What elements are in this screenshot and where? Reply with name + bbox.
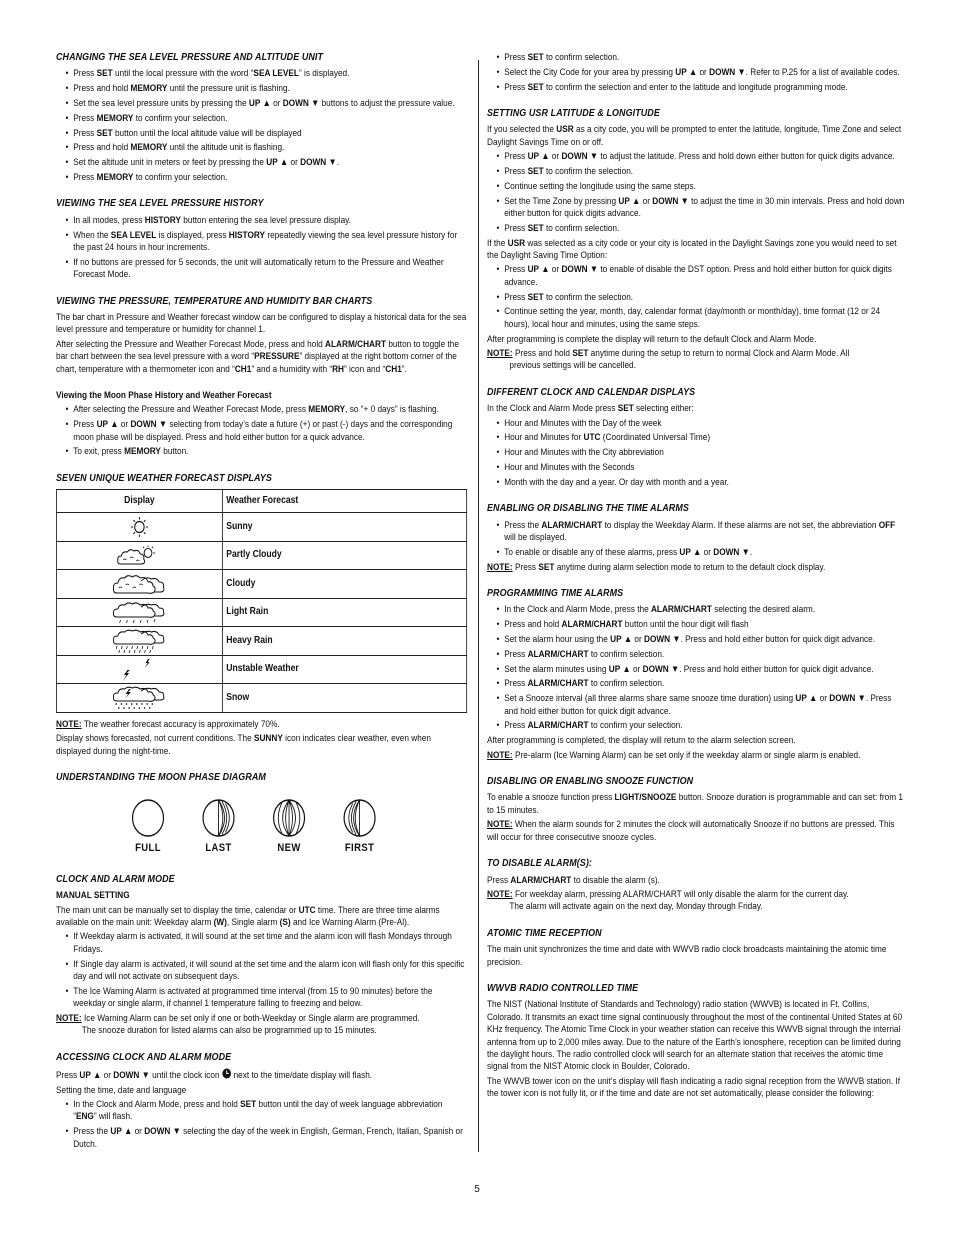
note-label: NOTE: bbox=[487, 749, 513, 761]
forecast-label: Sunny bbox=[222, 513, 466, 542]
list-item: • Set the altitude unit in meters or feet by pressing the UP ▲ or DOWN ▼. bbox=[56, 157, 467, 169]
snow-icon bbox=[112, 686, 167, 710]
history-section bbox=[56, 198, 467, 281]
sunny-icon bbox=[122, 516, 156, 538]
clock-icon bbox=[222, 1068, 231, 1079]
list-item: • Continue setting the year, month, day, calendar format (day/month or month/day), time format (12 or 24 hours), local hour and minutes, using the same steps. bbox=[487, 306, 907, 331]
sea-level-heading: CHANGING THE SEA LEVEL PRESSURE AND ALTITUDE UNIT bbox=[56, 52, 324, 63]
list-item: • Month with the day and a year. Or day with month and a year. bbox=[487, 477, 907, 489]
page-number: 5 bbox=[474, 1184, 480, 1195]
note-text: Press SET anytime during alarm selection mode to return to the default clock display. bbox=[512, 561, 826, 573]
moon-new bbox=[254, 798, 325, 855]
cloudy-icon bbox=[112, 573, 167, 595]
enabling-section bbox=[487, 503, 907, 574]
displays-section bbox=[487, 387, 907, 489]
clock-alarm-section bbox=[56, 874, 467, 1038]
moon-first bbox=[324, 798, 395, 855]
snooze-paragraph: To enable a snooze function press LIGHT/SNOOZE button. Snooze duration is programmable and can set: from 1 to 15 minutes. bbox=[487, 792, 903, 816]
list-item: • In all modes, press HISTORY button entering the sea level pressure display. bbox=[56, 215, 467, 227]
accessing-text-a: Press UP ▲ or DOWN ▼ until the clock icon bbox=[56, 1070, 220, 1082]
usr-note bbox=[487, 348, 907, 373]
list-item: • Set a Snooze interval (all three alarms share same snooze time duration) using UP ▲ or DOWN ▼. Press and hold either button for quick digit advance. bbox=[487, 693, 907, 718]
forecast-row bbox=[56, 513, 466, 542]
list-item: • Select the City Code for your area by pressing UP ▲ or DOWN ▼. Refer to P.25 for a list of available codes. bbox=[487, 67, 907, 79]
clock-alarm-list bbox=[56, 931, 467, 1010]
moon-history-heading: Viewing the Moon Phase History and Weather Forecast bbox=[56, 390, 272, 402]
list-item: • Hour and Minutes with the City abbreviation bbox=[487, 447, 907, 459]
list-item: • To exit, press MEMORY button. bbox=[56, 446, 467, 458]
bar-charts-heading: VIEWING THE PRESSURE, TEMPERATURE AND HUMIDITY BAR CHARTS bbox=[56, 295, 373, 307]
forecast-row bbox=[56, 655, 466, 684]
full-moon-icon bbox=[131, 798, 165, 838]
list-item: • Press SET to confirm the selection. bbox=[487, 292, 907, 304]
col-display-header: Display bbox=[56, 490, 222, 513]
clock-alarm-heading: CLOCK AND ALARM MODE bbox=[56, 873, 175, 885]
list-item: • Press ALARM/CHART to confirm selection. bbox=[487, 649, 907, 661]
forecast-table bbox=[56, 489, 467, 713]
note-text: Pre-alarm (Ice Warning Alarm) can be set only if the weekday alarm or single alarm is enabled. bbox=[512, 749, 861, 761]
note-text: When the alarm sounds for 2 minutes the clock will automatically Snooze if no buttons are pressed. This will occur for three consecutive snooze cycles. bbox=[487, 819, 895, 843]
last-quarter-moon-icon bbox=[201, 798, 235, 838]
forecast-row bbox=[56, 570, 466, 599]
list-item: • Press ALARM/CHART to confirm selection. bbox=[487, 678, 907, 690]
displays-heading: DIFFERENT CLOCK AND CALENDAR DISPLAYS bbox=[487, 386, 696, 398]
accessing-text-b: next to the time/date display will flash. bbox=[233, 1070, 373, 1082]
list-item: • Set the sea level pressure units by pressing the UP ▲ or DOWN ▼ buttons to adjust the pressure value. bbox=[56, 98, 467, 110]
usr-paragraph-2: If the USR was selected as a city code or your city is located in the Daylight Savings zone you would need to set the Daylight Saving Time Option: bbox=[487, 237, 897, 262]
list-item: • Press the UP ▲ or DOWN ▼ selecting the day of the week in English, German, French, Italian, Spanish or Dutch. bbox=[56, 1126, 467, 1151]
bar-charts-section bbox=[56, 296, 467, 376]
forecast-note bbox=[56, 719, 467, 731]
clock-alarm-note bbox=[56, 1013, 467, 1038]
list-item: • To enable or disable any of these alarms, press UP ▲ or DOWN ▼. bbox=[487, 547, 907, 559]
first-quarter-moon-icon bbox=[342, 798, 376, 838]
note-label: NOTE: bbox=[487, 348, 513, 360]
wwvb-heading: WWVB RADIO CONTROLLED TIME bbox=[487, 982, 639, 994]
forecast-after: Display shows forecasted, not current conditions. The SUNNY icon indicates clear weather, even when displayed during the night-time. bbox=[56, 733, 432, 757]
list-item: • If Weekday alarm is activated, it will sound at the set time and the alarm icon will flash Mondays through Fridays. bbox=[56, 931, 467, 956]
list-item: • Press SET to confirm selection. bbox=[487, 52, 907, 64]
programming-note bbox=[487, 750, 907, 762]
forecast-heading: SEVEN UNIQUE WEATHER FORECAST DISPLAYS bbox=[56, 472, 272, 484]
sea-level-list bbox=[56, 68, 467, 184]
moon-full bbox=[113, 798, 184, 855]
city-code-list bbox=[487, 52, 907, 94]
moon-phase-heading: UNDERSTANDING THE MOON PHASE DIAGRAM bbox=[56, 771, 266, 783]
moon-history-section bbox=[56, 390, 467, 459]
column-divider bbox=[478, 60, 479, 1152]
list-item: • Press SET to confirm the selection and enter to the latitude and longitude programming mode. bbox=[487, 82, 907, 94]
accessing-list bbox=[56, 1099, 467, 1151]
manual-setting-heading: MANUAL SETTING bbox=[56, 890, 130, 902]
forecast-row bbox=[56, 627, 466, 656]
accessing-subtitle: Setting the time, date and language bbox=[56, 1084, 187, 1096]
snooze-note bbox=[487, 819, 907, 844]
wwvb-paragraph-1: The NIST (National Institute of Standards and Technology) radio station (WWVB) is located in Ft. Collins, Colorado. It transmits an exact time signal continuously throughout the most of the continental United States at 60 KHz frequency. The Atomic Time Clock in your weather station can receive this WWVB signal through the internal antenna from up to 2,000 miles away. Due to the nature of the Earth’s ionosphere, reception can be limited during the daylight hours. The radio controlled clock will search for an alternate station that receives the atomic time signal from the NIST Atomic clock in Boulder, Colorado. bbox=[487, 999, 903, 1073]
moon-label: NEW bbox=[277, 842, 301, 855]
list-item: • Press MEMORY to confirm your selection. bbox=[56, 113, 467, 125]
list-item: • Press SET until the local pressure with the word “SEA LEVEL” is displayed. bbox=[56, 68, 467, 80]
usr-section bbox=[487, 108, 907, 373]
list-item: • In the Clock and Alarm Mode, press and hold SET button until the day of week language abbreviation “ENG” will flash. bbox=[56, 1099, 467, 1124]
note-label: NOTE: bbox=[487, 888, 513, 900]
list-item: • Set the alarm minutes using UP ▲ or DOWN ▼. Press and hold either button for quick digit advance. bbox=[487, 664, 907, 676]
list-item: • When the SEA LEVEL is displayed, press HISTORY repeatedly viewing the sea level pressure history for the past 24 hours in hour increments. bbox=[56, 230, 467, 255]
programming-section bbox=[487, 588, 907, 762]
accessing-heading: ACCESSING CLOCK AND ALARM MODE bbox=[56, 1051, 232, 1063]
note-label: NOTE: bbox=[56, 1013, 82, 1025]
forecast-label: Snow bbox=[222, 684, 466, 713]
note-text: The weather forecast accuracy is approximately 70%. bbox=[81, 718, 280, 730]
forecast-section bbox=[56, 473, 467, 758]
right-column bbox=[487, 52, 907, 1103]
moon-history-list bbox=[56, 404, 467, 458]
list-item: • Press and hold MEMORY until the pressure unit is flashing. bbox=[56, 83, 467, 95]
list-item: • Press UP ▲ or DOWN ▼ to enable of disable the DST option. Press and hold either button for quick digits advance. bbox=[487, 264, 907, 289]
list-item: • Hour and Minutes with the Seconds bbox=[487, 462, 907, 474]
list-item: • Press UP ▲ or DOWN ▼ to adjust the latitude. Press and hold down either button for quick digits advance. bbox=[487, 151, 907, 163]
accessing-section bbox=[56, 1052, 467, 1151]
heavy-rain-icon bbox=[112, 629, 167, 653]
moon-phase-diagram bbox=[113, 798, 467, 855]
forecast-table-header bbox=[56, 490, 466, 513]
list-item: • In the Clock and Alarm Mode, press the ALARM/CHART selecting the desired alarm. bbox=[487, 604, 907, 616]
disable-section bbox=[487, 858, 907, 914]
note-text: For weekday alarm, pressing ALARM/CHART will only disable the alarm for the current day. bbox=[512, 888, 849, 900]
city-code-continued bbox=[487, 52, 907, 94]
list-item: • Hour and Minutes for UTC (Coordinated Universal Time) bbox=[487, 432, 907, 444]
list-item: • Press ALARM/CHART to confirm your selection. bbox=[487, 720, 907, 732]
history-heading: VIEWING THE SEA LEVEL PRESSURE HISTORY bbox=[56, 198, 264, 210]
note-text-continued: The alarm will activate again on the next day, Monday through Friday. bbox=[509, 901, 763, 913]
list-item: • Hour and Minutes with the Day of the week bbox=[487, 418, 907, 430]
wwvb-paragraph-2: The WWVB tower icon on the unit’s display will flash indicating a radio signal reception from the WWVB station. If the tower icon is not fully lit, or if the time and date are not set automatically, please consider the following: bbox=[487, 1075, 901, 1100]
clock-alarm-paragraph: The main unit can be manually set to display the time, calendar or UTC time. There are three time alarms available on the main unit: Weekday alarm (W), Single alarm (S) and Ice Warning Alarm (Pre-Al). bbox=[56, 904, 440, 929]
snooze-section bbox=[487, 776, 907, 844]
left-column bbox=[56, 52, 467, 1153]
forecast-row bbox=[56, 598, 466, 627]
accessing-paragraph bbox=[56, 1068, 467, 1082]
list-item: • Press and hold ALARM/CHART button until the hour digit will flash bbox=[487, 619, 907, 631]
forecast-label: Unstable Weather bbox=[222, 655, 466, 684]
enabling-heading: ENABLING OR DISABLING THE TIME ALARMS bbox=[487, 503, 689, 515]
usr-list bbox=[487, 151, 907, 235]
note-text-continued: The snooze duration for listed alarms can also be programmed up to 15 minutes. bbox=[81, 1025, 377, 1037]
note-text: Press and hold SET anytime during the setup to return to normal Clock and Alarm Mode. All bbox=[512, 348, 850, 360]
moon-phase-section bbox=[56, 772, 467, 856]
sea-level-section bbox=[56, 52, 467, 184]
note-label: NOTE: bbox=[487, 819, 513, 831]
bar-charts-paragraph-1: The bar chart in Pressure and Weather forecast window can be configured to display a historical data for the sea level pressure and temperature or humidity for channel 1. bbox=[56, 312, 467, 336]
displays-paragraph: In the Clock and Alarm Mode press SET selecting either: bbox=[487, 403, 694, 415]
bar-charts-paragraph-2: After selecting the Pressure and Weather Forecast Mode, press and hold ALARM/CHART button to toggle the bar chart between the sea level pressure with a word “PRESSURE” displayed at the right bottom corner of the chart, temperature with a thermometer icon and “CH1” and a humidity with “RH” icon and “CH1”. bbox=[56, 338, 459, 375]
atomic-paragraph: The main unit synchronizes the time and date with WWVB radio clock broadcasts maintaining the atomic time precision. bbox=[487, 944, 887, 968]
disable-paragraph: Press ALARM/CHART to disable the alarm (s). bbox=[487, 874, 660, 886]
disable-note bbox=[487, 889, 907, 914]
list-item: • Set the alarm hour using the UP ▲ or DOWN ▼. Press and hold either button for quick digit advance. bbox=[487, 634, 907, 646]
note-text-continued: previous settings will be cancelled. bbox=[509, 360, 636, 372]
enabling-list bbox=[487, 520, 907, 560]
moon-label: FIRST bbox=[344, 842, 375, 855]
enabling-note bbox=[487, 562, 907, 574]
list-item: • Press and hold MEMORY until the altitude unit is flashing. bbox=[56, 142, 467, 154]
note-label: NOTE: bbox=[56, 718, 82, 730]
programming-heading: PROGRAMMING TIME ALARMS bbox=[487, 588, 624, 600]
list-item: • Press UP ▲ or DOWN ▼ selecting from today’s date a future (+) or past (-) days and the corresponding moon phase will be displayed. Press and hold either button for a quick advance. bbox=[56, 419, 467, 444]
list-item: • Press SET to confirm selection. bbox=[487, 223, 907, 235]
wwvb-section bbox=[487, 983, 907, 1101]
partly-cloudy-icon bbox=[115, 545, 163, 567]
usr-paragraph-1: If you selected the USR as a city code, you will be prompted to enter the latitude, longitude, Time Zone and select Daylight Savings Time on or off. bbox=[487, 124, 902, 148]
forecast-label: Partly Cloudy bbox=[222, 541, 466, 570]
list-item: • Continue setting the longitude using the same steps. bbox=[487, 181, 907, 193]
moon-label: LAST bbox=[205, 842, 232, 855]
list-item: • The Ice Warning Alarm is activated at programmed time interval (from 15 to 90 minutes) before the weekday or single alarm, if channel 1 temperature falling to freezing and below. bbox=[56, 986, 467, 1011]
list-item: • Press SET button until the local altitude value will be displayed bbox=[56, 128, 467, 140]
disable-heading: TO DISABLE ALARM(S): bbox=[487, 858, 592, 870]
list-item: • After selecting the Pressure and Weather Forecast Mode, press MEMORY, so “+ 0 days” is flashing. bbox=[56, 404, 467, 416]
forecast-row bbox=[56, 541, 466, 570]
programming-paragraph: After programming is completed, the display will return to the alarm selection screen. bbox=[487, 735, 796, 747]
forecast-label: Cloudy bbox=[222, 570, 466, 599]
forecast-row bbox=[56, 684, 466, 713]
note-text: Ice Warning Alarm can be set only if one or both-Weekday or Single alarm are programmed. bbox=[81, 1013, 420, 1025]
snooze-heading: DISABLING OR ENABLING SNOOZE FUNCTION bbox=[487, 776, 694, 788]
list-item: • If no buttons are pressed for 5 seconds, the unit will automatically return to the Pressure and Weather Forecast Mode. bbox=[56, 257, 467, 282]
light-rain-icon bbox=[112, 601, 167, 625]
list-item: • Press SET to confirm the selection. bbox=[487, 166, 907, 178]
list-item: • If Single day alarm is activated, it will sound at the set time and the alarm icon will flash only for this specific day and will not activate on subsequent days. bbox=[56, 959, 467, 984]
usr-paragraph-3: After programming is complete the display will return to the default Clock and Alarm Mode. bbox=[487, 333, 817, 345]
displays-list bbox=[487, 418, 907, 490]
moon-last bbox=[183, 798, 254, 855]
list-item: • Press MEMORY to confirm your selection. bbox=[56, 172, 467, 184]
list-item: • Set the Time Zone by pressing UP ▲ or DOWN ▼ to adjust the time in 30 min intervals. Press and hold down either button for quick digits advance. bbox=[487, 196, 907, 221]
moon-label: FULL bbox=[135, 842, 161, 855]
unstable-weather-icon bbox=[115, 658, 163, 682]
forecast-label: Heavy Rain bbox=[222, 627, 466, 656]
forecast-label: Light Rain bbox=[222, 598, 466, 627]
programming-list bbox=[487, 604, 907, 732]
col-forecast-header: Weather Forecast bbox=[222, 490, 466, 513]
history-list bbox=[56, 215, 467, 282]
usr-dst-list bbox=[487, 264, 907, 331]
atomic-heading: ATOMIC TIME RECEPTION bbox=[487, 927, 602, 939]
atomic-section bbox=[487, 928, 907, 969]
new-moon-icon bbox=[272, 798, 306, 838]
note-label: NOTE: bbox=[487, 561, 513, 573]
list-item: • Press the ALARM/CHART to display the Weekday Alarm. If these alarms are not set, the abbreviation OFF will be displayed. bbox=[487, 520, 907, 545]
usr-heading: SETTING USR LATITUDE & LONGITUDE bbox=[487, 108, 660, 119]
